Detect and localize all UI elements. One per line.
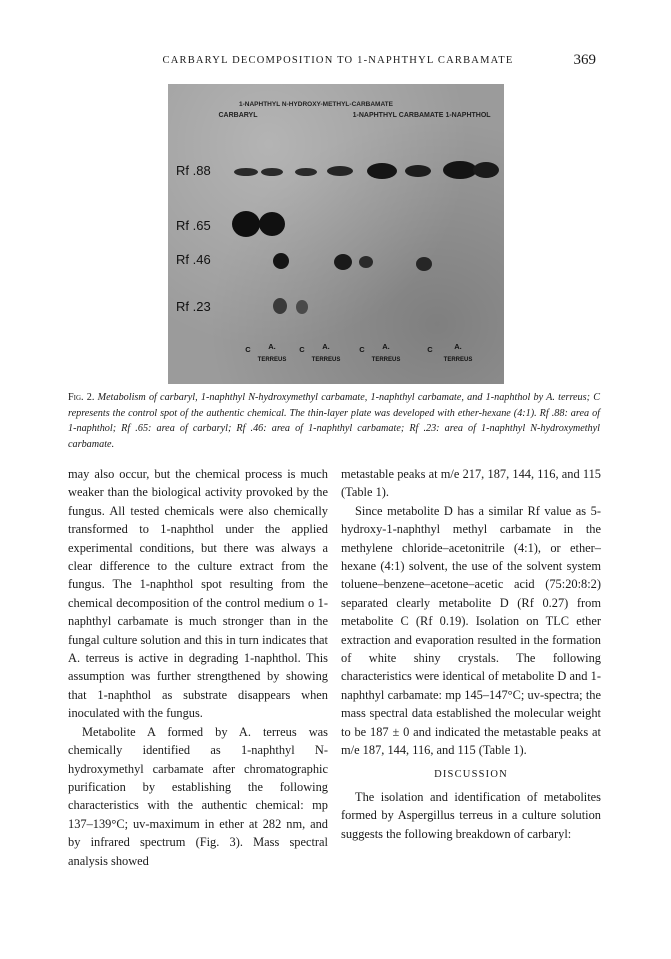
tlc-spot bbox=[273, 253, 289, 269]
body-paragraph: may also occur, but the chemical process is much weaker than the biological activity provoked by the fungus. All tested chemicals were also chemically transformed to 1-naphthol under the applied experimental conditions, but there was always a clear difference to the culture extract from the fungus. The 1-naphthol spot resulting from the chemical decomposition of the control medium o 1-naphthyl carbamate is much stronger than in the fungal culture solution and this in turn indicates that A. terreus is active in degrading 1-naphthol. This assumption was further strengthened by showing that 1-naphthol as substrate disappears when inoculated with the fungus. bbox=[68, 467, 328, 721]
tlc-spot bbox=[261, 168, 283, 176]
figure-caption-text: Metabolism of carbaryl, 1-naphthyl N-hydroxymethyl carbamate, 1-naphthyl carbamate, and 1-naphthol by A. terreus; C represents the control spot of the authentic chemical. The thin-layer plate was developed with ether-hexane (4:1). Rf .88: area of 1-naphthol; Rf .65: area of carbaryl; Rf .46: area of 1-naphthyl carbamate; Rf .23: area of 1-naphthyl N-hydroxymethyl carbamate. bbox=[68, 392, 600, 450]
tlc-spot bbox=[273, 298, 287, 314]
tlc-spot bbox=[367, 163, 397, 179]
lane-label-top: C bbox=[359, 345, 365, 354]
top-label-carbaryl: CARBARYL bbox=[218, 112, 258, 119]
left-column bbox=[68, 465, 328, 870]
tlc-spot bbox=[232, 211, 260, 237]
lane-label-top: A. bbox=[322, 342, 330, 351]
lane-label-top: C bbox=[299, 345, 305, 354]
lane-label-top: C bbox=[427, 345, 433, 354]
rf-label-88: Rf .88 bbox=[176, 163, 211, 178]
tlc-spot bbox=[295, 168, 317, 176]
body-paragraph: Metabolite A formed by A. terreus was chemically identified as 1-naphthyl N-hydroxymethyl carbamate after chromatographic purification by establishing the following characteristics with the authentic chemical: mp 137–139°C; uv-maximum in ether at 282 nm, and by infrared spectrum (Fig. 3). Mass spectral analysis showed bbox=[68, 724, 328, 868]
lane-label-bottom: TERREUS bbox=[257, 357, 287, 363]
body-paragraph: metastable peaks at m/e 217, 187, 144, 116, and 115 (Table 1). bbox=[341, 467, 601, 500]
figure-label: Fig. 2. bbox=[68, 392, 95, 403]
tlc-spot bbox=[334, 254, 352, 270]
tlc-spot bbox=[327, 166, 353, 176]
running-header bbox=[78, 52, 598, 72]
tlc-plate-figure bbox=[168, 84, 504, 384]
lane-label-bottom: TERREUS bbox=[371, 357, 401, 363]
rf-label-23: Rf .23 bbox=[176, 299, 211, 314]
lane-label-top: A. bbox=[268, 342, 276, 351]
top-label-naphthyl-carbamate: 1-NAPHTHYL CARBAMATE bbox=[352, 112, 444, 119]
lane-label-bottom: TERREUS bbox=[311, 357, 341, 363]
tlc-spot bbox=[259, 212, 285, 236]
body-paragraph: Since metabolite D has a similar Rf value as 5-hydroxy-1-naphthyl methyl carbamate in the methylene chloride–acetonitrile (4:1), or ether–hexane (4:1) solvent, the use of the solvent system toluene–benzene–acetone–acetic acid (75:20:8:2) separated clearly metabolite D (Rf 0.27) from metabolite C (Rf 0.19). Isolation on TLC ether extraction and evaporation resulted in the formation of white shiny crystals. The following characteristics were identical of metabolite D and 1-naphthyl carbamate: mp 145–147°C; uv-spectra; the mass spectral data established the molecular weight to be 187 ± 0 and indicated the metastable peaks at m/e 187, 144, 116, and 115 (Table 1). bbox=[341, 503, 601, 758]
top-label-naphthol: 1-NAPHTHOL bbox=[445, 112, 491, 119]
lane-label-bottom: TERREUS bbox=[443, 357, 473, 363]
top-label-hydroxymethyl-carbamate: 1-NAPHTHYL N-HYDROXY-METHYL-CARBAMATE bbox=[239, 101, 393, 108]
tlc-spot bbox=[443, 161, 477, 179]
tlc-spot bbox=[296, 300, 308, 314]
running-title: CARBARYL DECOMPOSITION TO 1-NAPHTHYL CARBAMATE bbox=[162, 55, 514, 66]
right-column bbox=[341, 465, 601, 843]
figure-caption bbox=[68, 390, 600, 452]
rf-label-65: Rf .65 bbox=[176, 218, 211, 233]
tlc-spot bbox=[234, 168, 258, 176]
tlc-spot bbox=[405, 165, 431, 177]
tlc-spot bbox=[473, 162, 499, 178]
lane-label-top: A. bbox=[382, 342, 390, 351]
tlc-plate-image bbox=[168, 84, 504, 384]
tlc-spot bbox=[359, 256, 373, 268]
page-number: 369 bbox=[573, 52, 596, 68]
rf-label-46: Rf .46 bbox=[176, 252, 211, 267]
section-heading-discussion: DISCUSSION bbox=[434, 768, 508, 780]
tlc-spot bbox=[416, 257, 432, 271]
lane-label-top: A. bbox=[454, 342, 462, 351]
lane-label-top: C bbox=[245, 345, 251, 354]
discussion-paragraph: The isolation and identification of metabolites formed by Aspergillus terreus in a culture solution suggests the following breakdown of carbaryl: bbox=[341, 789, 601, 841]
